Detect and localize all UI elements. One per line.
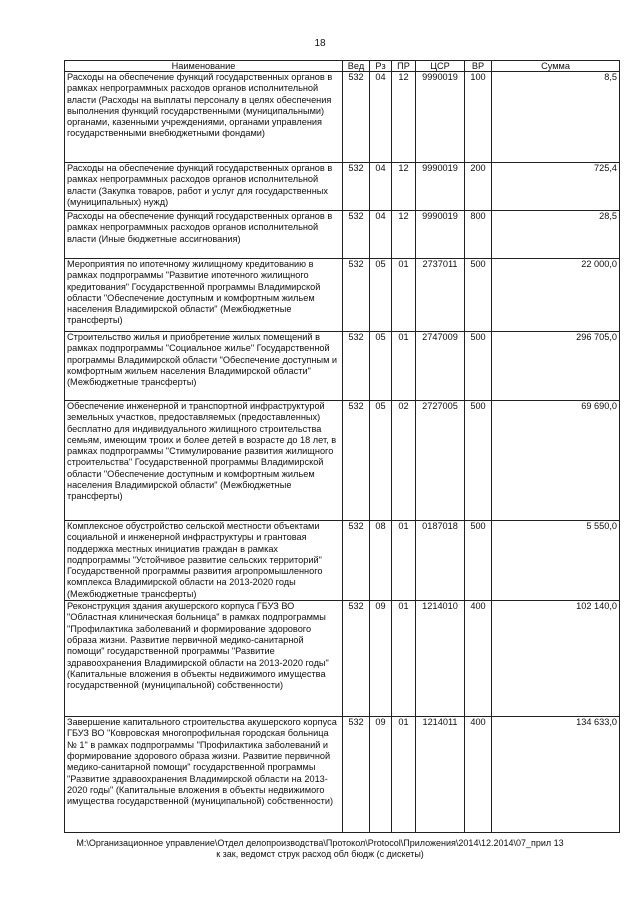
row-vr: 400 — [465, 601, 492, 717]
row-sum: 69 690,0 — [492, 401, 620, 521]
row-sum: 134 633,0 — [492, 717, 620, 833]
row-vr: 500 — [465, 401, 492, 521]
table-row — [65, 717, 620, 833]
row-ved: 532 — [343, 601, 370, 717]
row-pr: 01 — [392, 601, 416, 717]
header-ved: Вед — [343, 61, 370, 72]
table-row — [65, 401, 620, 521]
row-csr: 2727005 — [416, 401, 465, 521]
table-row — [65, 259, 620, 332]
row-rz: 09 — [370, 717, 392, 833]
row-rz: 09 — [370, 601, 392, 717]
header-csr: ЦСР — [416, 61, 465, 72]
row-sum: 28,5 — [492, 211, 620, 259]
row-csr: 1214011 — [416, 717, 465, 833]
row-csr: 9990019 — [416, 163, 465, 211]
header-name: Наименование — [65, 61, 343, 72]
row-pr: 02 — [392, 401, 416, 521]
row-csr: 1214010 — [416, 601, 465, 717]
row-pr: 12 — [392, 72, 416, 163]
row-csr: 2737011 — [416, 259, 465, 332]
table-row — [65, 521, 620, 601]
row-csr: 9990019 — [416, 72, 465, 163]
row-name: Комплексное обустройство сельской местности объектами социальной и инженерной инфраструктуры и грантовая поддержка местных инициатив граждан в рамках подпрограммы "Устойчивое развитие сельских территорий" Государственной программы развития агропромышленного комплекса Владимирской области на 2013-2020 годы (Межбюджетные трансферты) — [65, 521, 343, 601]
row-vr: 400 — [465, 717, 492, 833]
row-vr: 200 — [465, 163, 492, 211]
row-sum: 725,4 — [492, 163, 620, 211]
row-vr: 500 — [465, 259, 492, 332]
row-ved: 532 — [343, 211, 370, 259]
row-name: Строительство жилья и приобретение жилых помещений в рамках подпрограммы "Социальное жилье" Государственной программы Владимирской области "Обеспечение доступным и комфортным жильем населения Владимирской области" (Межбюджетные трансферты) — [65, 332, 343, 401]
header-pr: ПР — [392, 61, 416, 72]
row-rz: 04 — [370, 72, 392, 163]
row-pr: 01 — [392, 717, 416, 833]
row-rz: 04 — [370, 163, 392, 211]
row-rz: 05 — [370, 401, 392, 521]
row-ved: 532 — [343, 72, 370, 163]
table-row — [65, 163, 620, 211]
row-pr: 01 — [392, 332, 416, 401]
row-vr: 100 — [465, 72, 492, 163]
header-vr: ВР — [465, 61, 492, 72]
row-name: Завершение капитального строительства акушерского корпуса ГБУЗ ВО "Ковровская многопрофильная городская больница № 1" в рамках подпрограммы "Профилактика заболеваний и формирование здорового образа жизни. Развитие первичной медико-санитарной помощи" государственной программы "Развитие здравоохранения Владимирской области на 2013-2020 годы" (Капитальные вложения в объекты недвижимого имущества государственной (муниципальной) собственности) — [65, 717, 343, 833]
footer-path-line: к зак, ведомст струк расход обл бюдж (с дискеты) — [216, 849, 424, 859]
row-rz: 05 — [370, 332, 392, 401]
row-name: Реконструкция здания акушерского корпуса ГБУЗ ВО "Областная клиническая больница" в рамках подпрограммы "Профилактика заболеваний и формирование здорового образа жизни. Развитие первичной медико-санитарной помощи" государственной программы "Развитие здравоохранения Владимирской области на 2013-2020 годы" (Капитальные вложения в объекты недвижимого имущества государственной (муниципальной) собственности) — [65, 601, 343, 717]
row-sum: 102 140,0 — [492, 601, 620, 717]
row-csr: 9990019 — [416, 211, 465, 259]
page-number: 18 — [314, 38, 326, 49]
row-sum: 5 550,0 — [492, 521, 620, 601]
row-ved: 532 — [343, 332, 370, 401]
row-csr: 0187018 — [416, 521, 465, 601]
budget-table — [64, 60, 620, 833]
table-row — [65, 601, 620, 717]
row-vr: 500 — [465, 332, 492, 401]
row-rz: 04 — [370, 211, 392, 259]
row-pr: 01 — [392, 259, 416, 332]
footer-path-line: M:\Организационное управление\Отдел делопроизводства\Протокол\Protocol\Приложения\2014\12.2014\07_прил 13 — [76, 838, 564, 848]
file-path-footer — [0, 838, 640, 860]
row-ved: 532 — [343, 401, 370, 521]
row-pr: 12 — [392, 163, 416, 211]
row-pr: 01 — [392, 521, 416, 601]
table-row — [65, 72, 620, 163]
row-ved: 532 — [343, 717, 370, 833]
row-vr: 500 — [465, 521, 492, 601]
row-ved: 532 — [343, 521, 370, 601]
header-rz: Рз — [370, 61, 392, 72]
row-name: Расходы на обеспечение функций государственных органов в рамках непрограммных расходов органов исполнительной власти (Закупка товаров, работ и услуг для государственных (муниципальных) нужд) — [65, 163, 343, 211]
header-sum: Сумма — [492, 61, 620, 72]
table-header-row — [65, 61, 620, 72]
row-sum: 8,5 — [492, 72, 620, 163]
row-ved: 532 — [343, 259, 370, 332]
row-rz: 05 — [370, 259, 392, 332]
row-name: Расходы на обеспечение функций государственных органов в рамках непрограммных расходов органов исполнительной власти (Расходы на выплаты персоналу в целях обеспечения выполнения функций государственными (муниципальными) органами, казенными учреждениями, органами управления государственными внебюджетными фондами) — [65, 72, 343, 163]
row-name: Обеспечение инженерной и транспортной инфраструктурой земельных участков, предоставляемых (предоставленных) бесплатно для индивидуального жилищного строительства семьям, имеющим троих и более детей в возрасте до 18 лет, в рамках подпрограммы "Стимулирование развития жилищного строительства" Государственной программы Владимирской области "Обеспечение доступным и комфортным жильем населения Владимирской области" (Межбюджетные трансферты) — [65, 401, 343, 521]
row-sum: 22 000,0 — [492, 259, 620, 332]
row-vr: 800 — [465, 211, 492, 259]
table-row — [65, 332, 620, 401]
row-name: Расходы на обеспечение функций государственных органов в рамках непрограммных расходов органов исполнительной власти (Иные бюджетные ассигнования) — [65, 211, 343, 259]
row-rz: 08 — [370, 521, 392, 601]
row-sum: 296 705,0 — [492, 332, 620, 401]
row-csr: 2747009 — [416, 332, 465, 401]
row-pr: 12 — [392, 211, 416, 259]
row-ved: 532 — [343, 163, 370, 211]
row-name: Мероприятия по ипотечному жилищному кредитованию в рамках подпрограммы "Развитие ипотечного жилищного кредитования" Государственной программы Владимирской области "Обеспечение доступным и комфортным жильем населения Владимирской области" (Межбюджетные трансферты) — [65, 259, 343, 332]
table-row — [65, 211, 620, 259]
